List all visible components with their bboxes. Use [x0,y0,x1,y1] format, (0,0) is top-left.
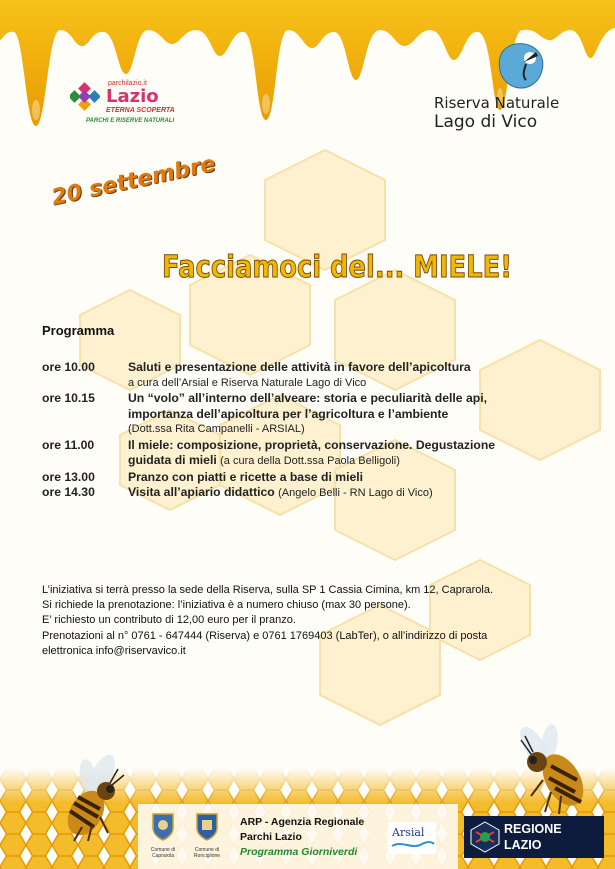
regione-line2: LAZIO [504,838,542,852]
shield-icon [195,812,219,842]
program-item [42,391,582,438]
program-item [42,485,582,502]
info-phones: Prenotazioni al n° 0761 - 647444 (Riserva) e 0761 1769403 (LabTer), o all’indirizzo di posta [42,629,488,642]
program-text: Saluti e presentazione delle attività in favore dell’apicoltura [128,360,471,374]
lazio-tagline: ETERNA SCOPERTA [106,107,175,114]
program-text: Pranzo con piatti e ricette a base di mieli [128,469,364,484]
program-list [42,360,582,502]
program-time: ore 10.15 [42,391,95,405]
program-time: ore 14.30 [42,485,95,499]
program-text: Un “volo” all’interno dell’alveare: storia e peculiarità delle api, [128,391,487,405]
lazio-url: parchilazio.it [108,80,147,87]
program-text-cont: guidata di mieli [128,453,217,467]
info-location: L’iniziativa si terrà presso la sede della Riserva, sulla SP 1 Cassia Cimina, km 12, Caprarola. [42,584,493,596]
arsial-logo [388,822,436,854]
shield-icon [151,812,175,842]
info-fee: E’ richiesto un contributo di 12,00 euro per il pranzo. [42,614,296,627]
lazio-subtitle: PARCHI E RISERVE NATURALI [86,118,175,124]
riserva-line1: Riserva Naturale [434,94,560,112]
program-text: Visita all’apiario didattico [128,485,275,499]
lazio-name: Lazio [106,86,159,107]
parchi-lazio-logo [68,80,198,132]
program-note: (Dott.ssa Rita Campanelli - ARSIAL) [128,423,305,435]
program-note: (a cura della Dott.ssa Paola Belligoli) [220,455,400,467]
regione-emblem-icon [468,820,502,854]
arp-program: Programma Giorniverdi [240,846,358,858]
program-heading: Programma [42,323,115,338]
lake-bird-icon [496,40,548,92]
program-time: ore 11.00 [42,437,95,452]
info-email: elettronica info@riservavico.it [42,644,186,657]
arp-line2: Parchi Lazio [240,831,302,843]
program-time: ore 13.00 [42,469,95,484]
program-note: a cura dell’Arsial e Riserva Naturale Lago di Vico [128,376,367,389]
arp-agency-credit [240,815,364,860]
regione-line1: REGIONE [504,822,562,836]
event-info [42,583,587,659]
bee-illustration-icon [505,722,600,817]
program-time: ore 10.00 [42,360,95,374]
bee-illustration-icon [48,755,130,845]
program-item [42,470,582,486]
mosaic-logo-icon [70,82,100,112]
event-title: Facciamoci del... MIELE! [162,250,513,285]
riserva-line2: Lago di Vico [434,112,538,132]
crest-caption: Comune di Caprarola [150,847,176,859]
comune-caprarola-crest [148,812,178,864]
program-item [42,360,582,391]
comune-ronciglione-crest [192,812,222,864]
crest-caption: Comune di Ronciglione [193,847,221,859]
program-text: Il miele: composizione, proprietà, conservazione. Degustazione [128,437,496,452]
program-note: (Angelo Belli - RN Lago di Vico) [278,487,433,499]
event-date: 20 settembre [49,151,218,211]
info-booking: Si richiede la prenotazione: l’iniziativa è a numero chiuso (max 30 persone). [42,599,411,612]
program-text-cont: importanza dell’apicoltura per l’agricoltura e l’ambiente [128,406,449,421]
riserva-lago-di-vico-logo [430,40,580,135]
regione-lazio-logo [464,816,604,858]
program-item [42,438,582,470]
wave-icon [388,822,436,854]
arp-line1: ARP - Agenzia Regionale [240,816,365,828]
arsial-name: Arsial [392,826,425,839]
